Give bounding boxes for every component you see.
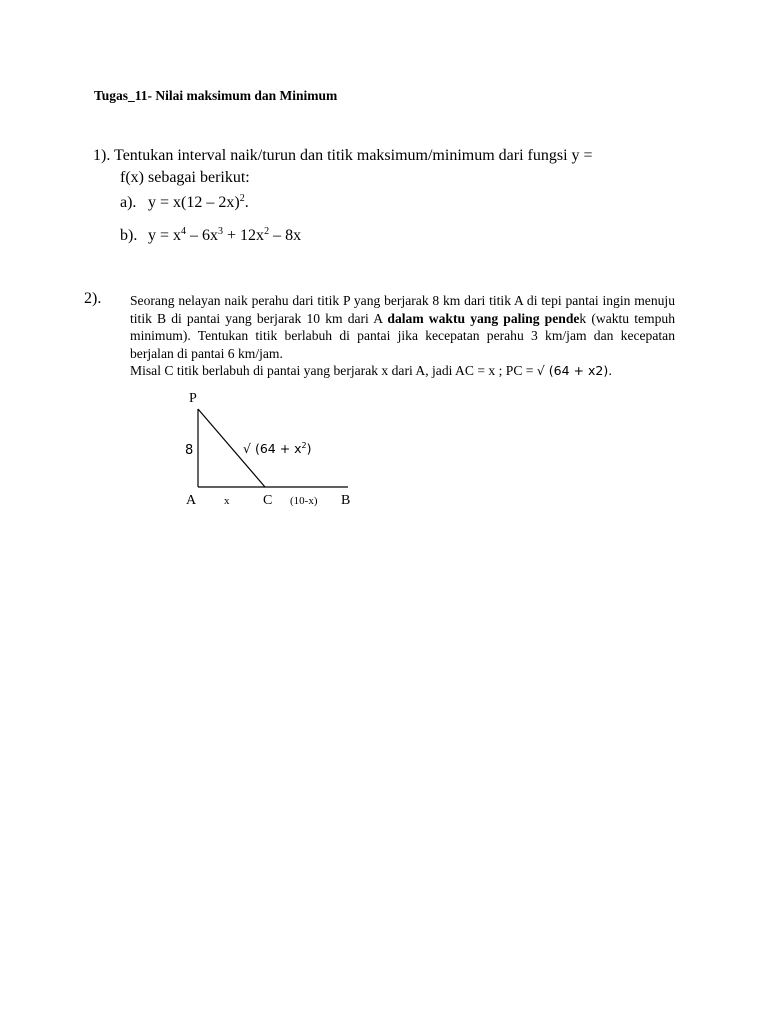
label-a: A: [186, 493, 197, 508]
hyp-exp: 2: [301, 441, 307, 450]
question-2-number: 2).: [84, 290, 102, 307]
part-b-exp-3: 2: [264, 226, 270, 237]
part-b-term-1: y = x: [148, 227, 182, 244]
question-1-text-1: Tentukan interval naik/turun dan titik maksimum/minimum dari fungsi y =: [114, 147, 593, 164]
part-b-exp-1: 4: [181, 226, 187, 237]
question-2-assumption: [130, 362, 675, 380]
question-1-part-b: [120, 227, 301, 245]
label-c: C: [263, 493, 273, 508]
triangle-figure: [170, 385, 370, 515]
question-2-bold-text: dalam waktu yang paling pende: [387, 310, 580, 326]
question-2-body: [130, 292, 675, 380]
part-a-expression: y = x(12 – 2x): [148, 194, 240, 211]
part-b-term-3: + 12x: [223, 227, 265, 244]
part-a-exponent: 2: [239, 193, 245, 204]
part-b-term-4: – 8x: [269, 227, 302, 244]
question-1-text-2: f(x) sebagai berikut:: [120, 169, 250, 186]
part-b-label: b).: [120, 227, 138, 244]
question-1-number: 1).: [93, 147, 111, 164]
label-x: x: [224, 495, 230, 507]
question-1-part-a: [120, 194, 249, 212]
part-b-term-2: – 6x: [186, 227, 219, 244]
hyp-text: √ (64 + x: [243, 441, 302, 456]
label-8: 8: [185, 443, 194, 458]
question-1-line1: [93, 145, 673, 167]
question-2-formula: √ (64 + x2).: [536, 363, 613, 378]
label-p: P: [189, 391, 197, 406]
label-10-minus-x: (10-x): [290, 495, 318, 507]
question-2-assumption-text: Misal C titik berlabuh di pantai yang berjarak x dari A, jadi AC = x ; PC =: [130, 363, 537, 378]
part-b-exp-2: 3: [218, 226, 224, 237]
question-1: [93, 145, 673, 189]
question-2-text-mid: k (waktu tempuh minimum). Tentukan titik berlabuh di pantai jika kecepatan perahu 3 km/jam dan kecepatan berjalan di pantai 6 km/jam.: [130, 310, 675, 361]
page-title: Tugas_11- Nilai maksimum dan Minimum: [94, 88, 338, 103]
part-a-end: .: [244, 194, 249, 211]
label-hypotenuse: [243, 441, 312, 456]
question-2-paragraph: [130, 292, 675, 362]
part-a-label: a).: [120, 194, 137, 211]
question-2-text-start: Seorang nelayan naik perahu dari titik P yang berjarak 8 km dari titik A di tepi pantai ingin menuju titik B di pantai yang berjarak 10 km dari A: [130, 293, 675, 326]
hyp-end: ): [306, 441, 312, 456]
label-b: B: [341, 493, 351, 508]
